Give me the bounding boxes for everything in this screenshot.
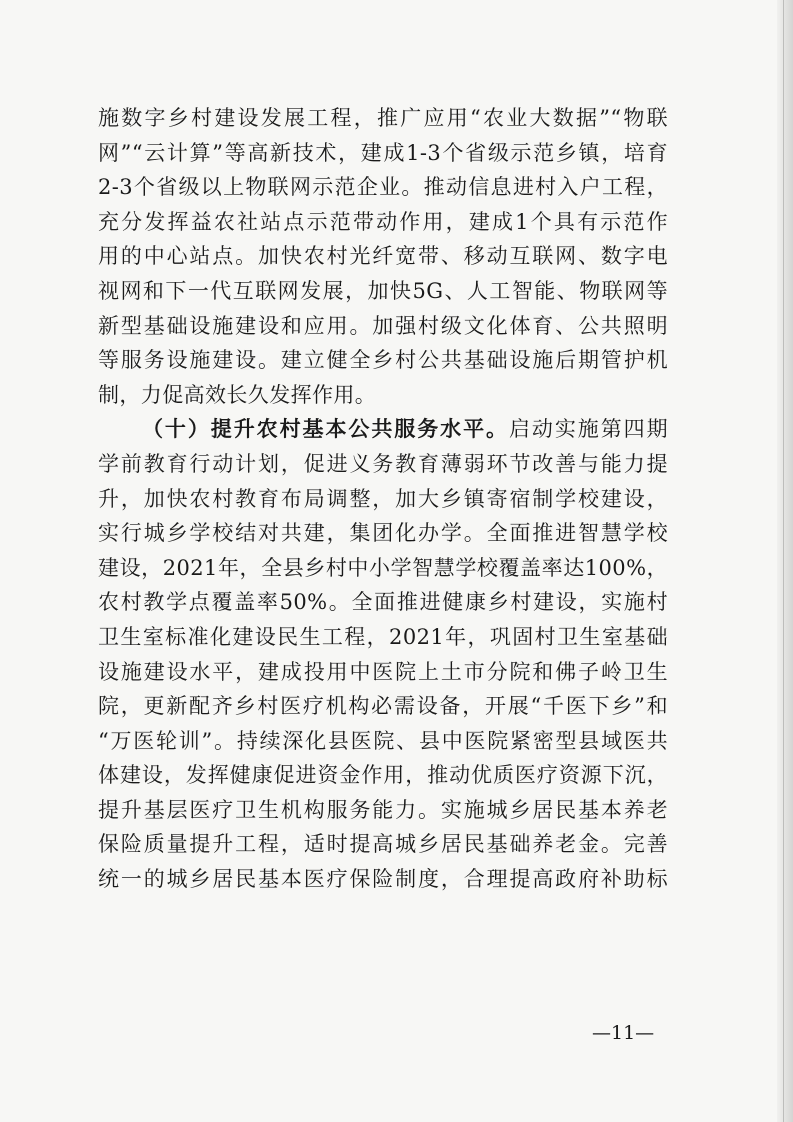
text-line: 提升基层医疗卫生机构服务能力。实施城乡居民基本养老 <box>98 797 668 822</box>
text-line: 院，更新配齐乡村医疗机构必需设备，开展“千医下乡”和 <box>98 694 668 719</box>
text-line-with-heading <box>98 412 668 447</box>
text-line: 视网和下一代互联网发展，加快5G、人工智能、物联网等 <box>98 278 668 303</box>
text-line: 新型基础设施建设和应用。加强村级文化体育、公共照明 <box>98 313 668 338</box>
text-line: 体建设，发挥健康促进资金作用，推动优质医疗资源下沉， <box>98 763 668 788</box>
document-body <box>98 101 668 897</box>
text-line: 等服务设施建设。建立健全乡村公共基础设施后期管护机 <box>98 348 668 373</box>
paragraph-digital-village <box>98 101 668 412</box>
text-line: 实行城乡学校结对共建，集团化办学。全面推进智慧学校 <box>98 521 668 546</box>
text-line: 保险质量提升工程，适时提高城乡居民基础养老金。完善 <box>98 832 668 857</box>
text-line: 统一的城乡居民基本医疗保险制度，合理提高政府补助标 <box>98 867 668 892</box>
heading-line-text: 启动实施第四期 <box>508 417 668 442</box>
text-line: 农村教学点覆盖率50%。全面推进健康乡村建设，实施村 <box>98 590 668 615</box>
paragraph-public-services <box>98 412 668 896</box>
text-line: 学前教育行动计划，促进义务教育薄弱环节改善与能力提 <box>98 451 668 476</box>
scan-edge-line <box>783 0 784 1122</box>
scan-edge-shadow <box>777 0 793 1122</box>
page-number: —11— <box>592 1022 655 1044</box>
text-line: 设施建设水平，建成投用中医院上土市分院和佛子岭卫生 <box>98 659 668 684</box>
text-line: 卫生室标准化建设民生工程，2021年，巩固村卫生室基础 <box>98 624 668 649</box>
text-line: 2-3个省级以上物联网示范企业。推动信息进村入户工程， <box>98 175 668 200</box>
text-line: 制，力促高效长久发挥作用。 <box>98 382 377 407</box>
text-line: 充分发挥益农社站点示范带动作用，建成1个具有示范作 <box>98 209 668 234</box>
text-line: “万医轮训”。持续深化县医院、县中医院紧密型县域医共 <box>98 728 668 753</box>
section-heading: （十）提升农村基本公共服务水平。 <box>142 416 509 442</box>
text-line: 施数字乡村建设发展工程，推广应用“农业大数据”“物联 <box>98 106 668 130</box>
text-line: 用的中心站点。加快农村光纤宽带、移动互联网、数字电 <box>98 244 668 269</box>
text-line: 网”“云计算”等高新技术，建成1-3个省级示范乡镇，培育 <box>98 140 668 165</box>
text-line: 升，加快农村教育布局调整，加大乡镇寄宿制学校建设， <box>98 486 668 511</box>
text-line: 建设，2021年，全县乡村中小学智慧学校覆盖率达100%， <box>98 555 668 580</box>
